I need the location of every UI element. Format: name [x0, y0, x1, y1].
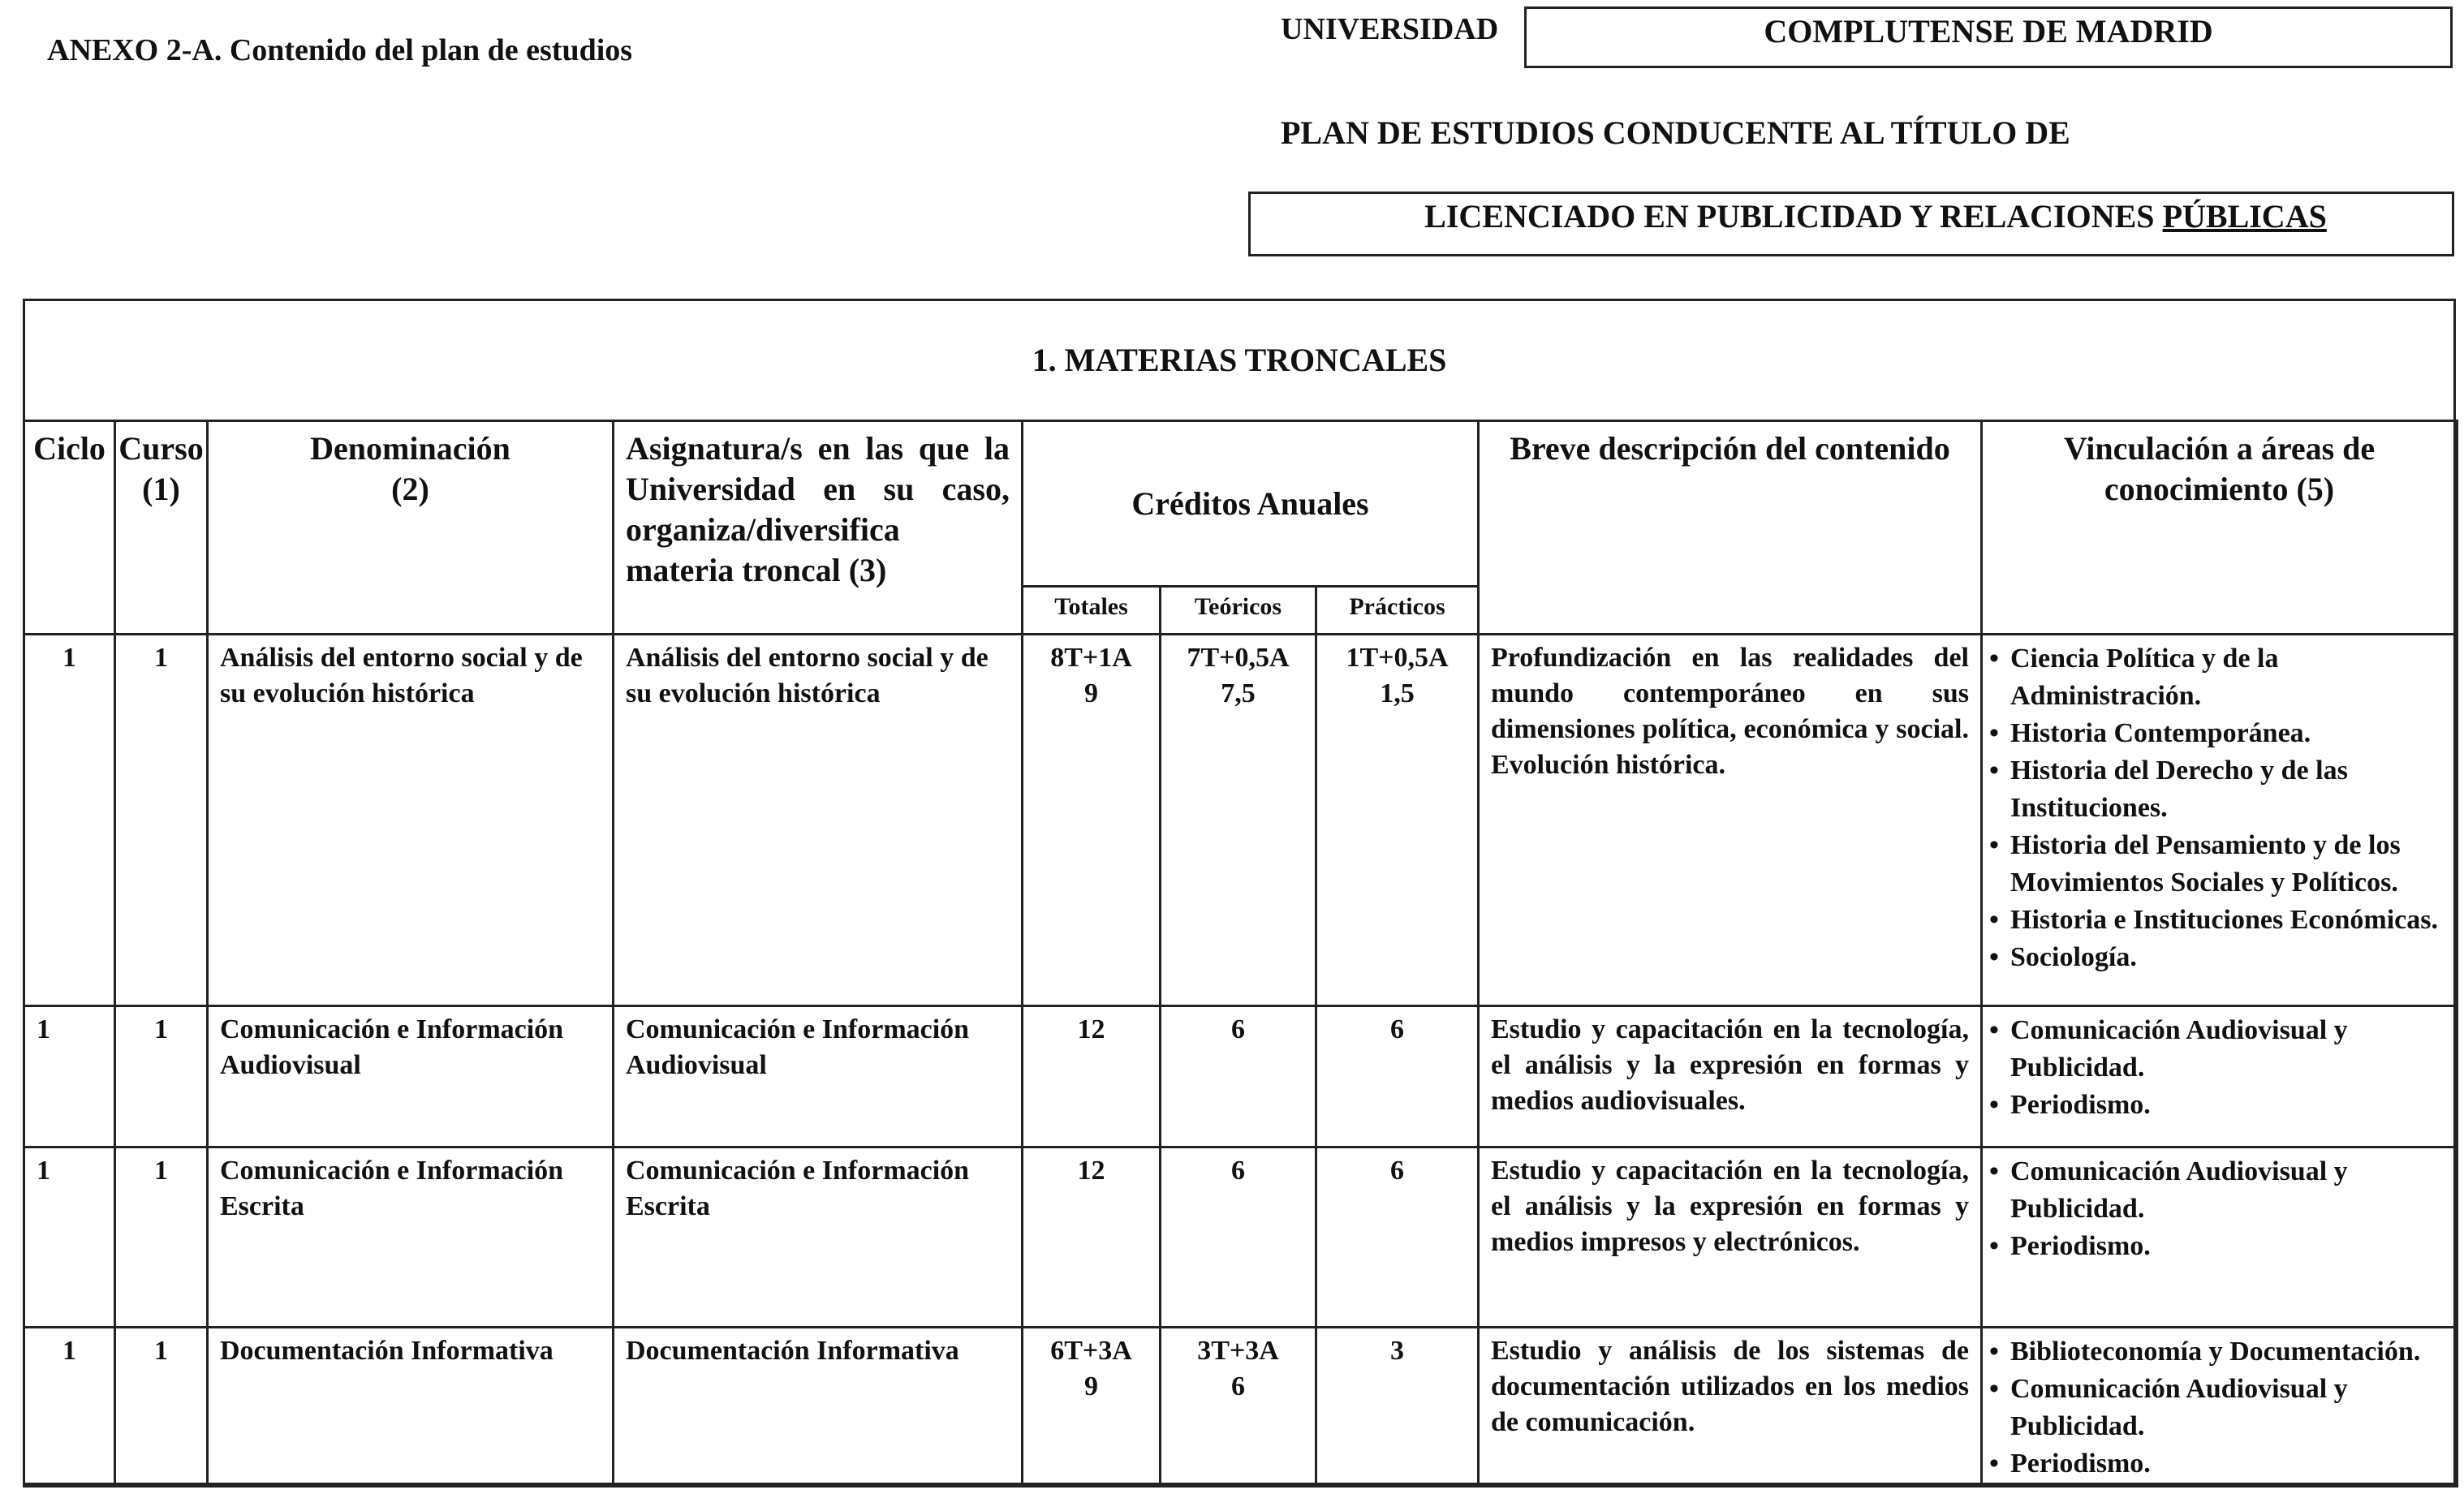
- cell-totales: 12: [1023, 1147, 1161, 1328]
- col-curso: Curso (1): [115, 421, 208, 635]
- cell-totales: 12: [1023, 1006, 1161, 1147]
- table-row: [24, 1328, 2458, 1487]
- cell-teoricos: 6: [1161, 1006, 1316, 1147]
- degree-title: LICENCIADO EN PUBLICIDAD Y RELACIONES: [1424, 198, 2163, 235]
- cell-denominacion: Comunicación e Información Audiovisual: [208, 1006, 614, 1147]
- cell-areas: [1982, 635, 2458, 1006]
- cell-areas: [1982, 1328, 2458, 1487]
- list-item: • Comunicación Audiovisual y Publicidad.: [1983, 1012, 2449, 1087]
- col-totales: Totales: [1023, 587, 1161, 635]
- list-item: • Comunicación Audiovisual y Publicidad.: [1983, 1153, 2449, 1228]
- cell-practicos: 3: [1316, 1328, 1479, 1487]
- list-item: • Periodismo.: [1983, 1087, 2449, 1124]
- list-item: • Periodismo.: [1983, 1228, 2449, 1265]
- cell-practicos: 6: [1316, 1147, 1479, 1328]
- col-creditos: Créditos Anuales: [1023, 421, 1479, 587]
- table-row: [24, 1006, 2458, 1147]
- annex-title: ANEXO 2-A. Contenido del plan de estudios: [47, 33, 633, 67]
- cell-teoricos: 6: [1161, 1147, 1316, 1328]
- cell-teoricos: 3T+3A 6: [1161, 1328, 1316, 1487]
- cell-ciclo: 1: [24, 1147, 115, 1328]
- cell-curso: 1: [115, 1328, 208, 1487]
- cell-areas: [1982, 1147, 2458, 1328]
- col-teoricos: Teóricos: [1161, 587, 1316, 635]
- col-vinculacion: Vinculación a áreas de conocimiento (5): [1982, 421, 2458, 635]
- university-name: COMPLUTENSE DE MADRID: [1764, 13, 2213, 50]
- cell-practicos: 1T+0,5A 1,5: [1316, 635, 1479, 1006]
- degree-title-box: [1248, 192, 2454, 256]
- cell-curso: 1: [115, 1147, 208, 1328]
- cell-practicos: 6: [1316, 1006, 1479, 1147]
- cell-totales: 6T+3A 9: [1023, 1328, 1161, 1487]
- cell-asignatura: Comunicación e Información Escrita: [614, 1147, 1023, 1328]
- header-row: [24, 421, 2458, 587]
- list-item: • Historia Contemporánea.: [1983, 715, 2449, 752]
- cell-denominacion: Comunicación e Información Escrita: [208, 1147, 614, 1328]
- list-item: • Comunicación Audiovisual y Publicidad.: [1983, 1371, 2449, 1445]
- cell-denominacion: Documentación Informativa: [208, 1328, 614, 1487]
- col-ciclo: Ciclo: [24, 421, 115, 635]
- cell-descripcion: Estudio y capacitación en la tecnología, el análisis y la expresión en formas y medios audiovisuales.: [1479, 1006, 1982, 1147]
- list-item: • Sociología.: [1983, 939, 2449, 976]
- cell-ciclo: 1: [24, 635, 115, 1006]
- col-practicos: Prácticos: [1316, 587, 1479, 635]
- col-descripcion: Breve descripción del contenido: [1479, 421, 1982, 635]
- cell-totales: 8T+1A 9: [1023, 635, 1161, 1006]
- cell-ciclo: 1: [24, 1328, 115, 1487]
- list-item: • Historia e Instituciones Económicas.: [1983, 902, 2449, 939]
- subjects-table: [23, 420, 2458, 1488]
- cell-descripcion: Estudio y capacitación en la tecnología, el análisis y la expresión en formas y medios impresos y electrónicos.: [1479, 1147, 1982, 1328]
- list-item: • Ciencia Política y de la Administración.: [1983, 640, 2449, 715]
- cell-asignatura: Documentación Informativa: [614, 1328, 1023, 1487]
- cell-curso: 1: [115, 635, 208, 1006]
- plan-line: PLAN DE ESTUDIOS CONDUCENTE AL TÍTULO DE: [1281, 114, 2070, 151]
- table-row: [24, 635, 2458, 1006]
- list-item: • Biblioteconomía y Documentación.: [1983, 1333, 2449, 1371]
- cell-curso: 1: [115, 1006, 208, 1147]
- cell-denominacion: Análisis del entorno social y de su evolución histórica: [208, 635, 614, 1006]
- list-item: • Historia del Derecho y de las Instituciones.: [1983, 752, 2449, 827]
- cell-teoricos: 7T+0,5A 7,5: [1161, 635, 1316, 1006]
- cell-descripcion: Profundización en las realidades del mundo contemporáneo en sus dimensiones política, económica y social. Evolución histórica.: [1479, 635, 1982, 1006]
- table-row: [24, 1147, 2458, 1328]
- cell-areas: [1982, 1006, 2458, 1147]
- degree-title-underlined: PÚBLICAS: [2162, 198, 2327, 235]
- cell-asignatura: Análisis del entorno social y de su evolución histórica: [614, 635, 1023, 1006]
- list-item: • Periodismo.: [1983, 1445, 2449, 1483]
- cell-descripcion: Estudio y análisis de los sistemas de documentación utilizados en los medios de comunicación.: [1479, 1328, 1982, 1487]
- list-item: • Historia del Pensamiento y de los Movimientos Sociales y Políticos.: [1983, 827, 2449, 902]
- university-label: UNIVERSIDAD: [1281, 12, 1499, 46]
- col-denominacion: Denominación (2): [208, 421, 614, 635]
- university-name-box: [1524, 6, 2453, 68]
- col-asignatura: Asignatura/s en las que la Universidad en su caso, organiza/diversifica materia troncal (3): [614, 421, 1023, 635]
- section-title: 1. MATERIAS TRONCALES: [1032, 342, 1447, 378]
- cell-ciclo: 1: [24, 1006, 115, 1147]
- cell-asignatura: Comunicación e Información Audiovisual: [614, 1006, 1023, 1147]
